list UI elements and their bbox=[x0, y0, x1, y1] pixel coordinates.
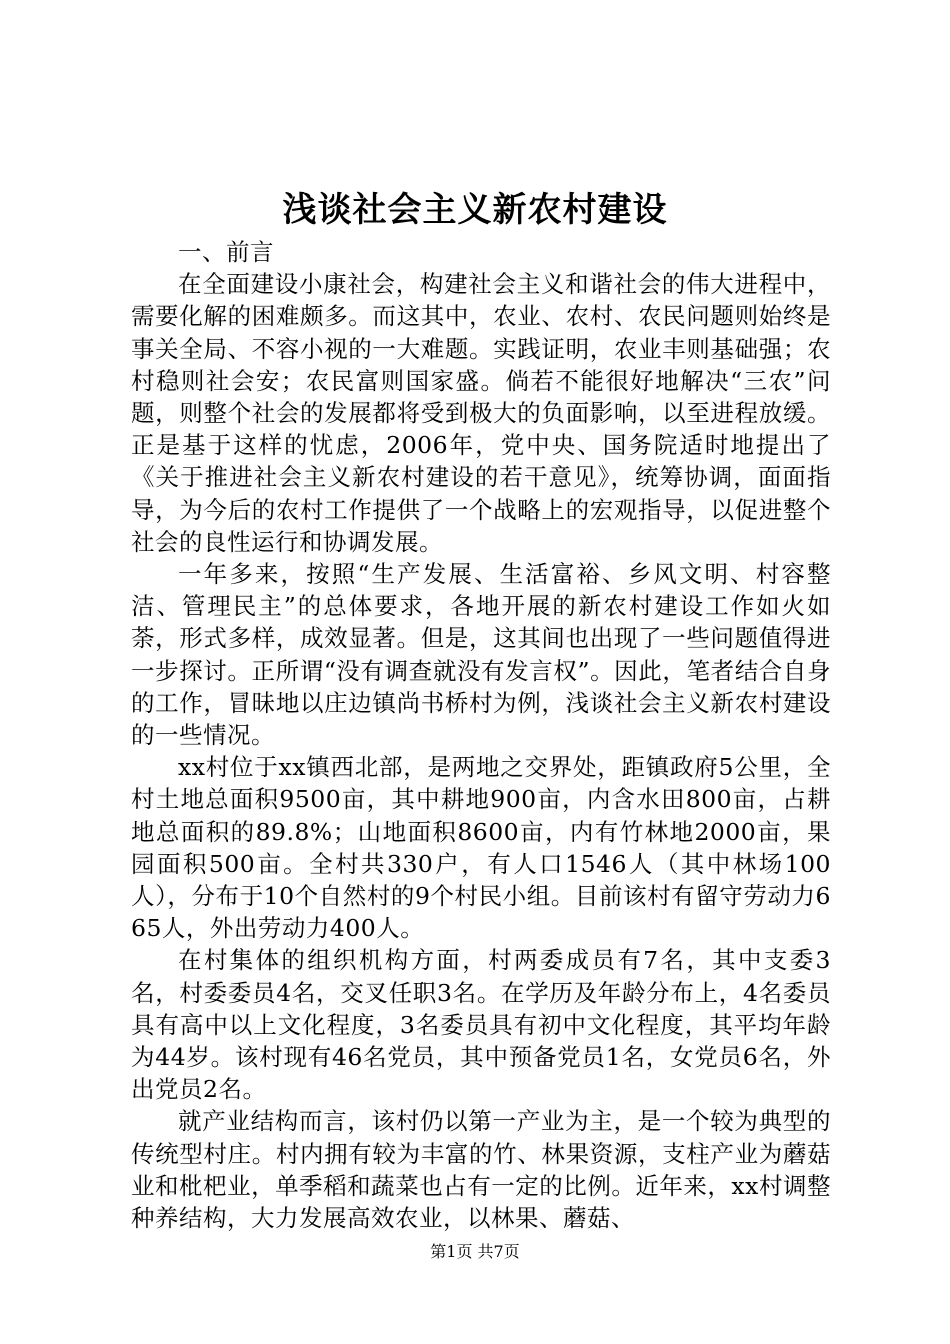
paragraph: 在村集体的组织机构方面，村两委成员有7名，其中支委3名，村委委员4名，交叉任职3名。在学历及年龄分布上，4名委员具有高中以上文化程度，3名委员具有初中文化程度，其平均年龄为44岁。该村现有46名党员，其中预备党员1名，女党员6名，外出党员2名。 bbox=[131, 946, 831, 1104]
paragraph: xx村位于xx镇西北部，是两地之交界处，距镇政府5公里，全村土地总面积9500亩，其中耕地900亩，内含水田800亩，占耕地总面积的89.8%；山地面积8600亩，内有竹林地2000亩，果园面积500亩。全村共330户，有人口1546人（其中林场100人），分布于10个自然村的9个村民小组。目前该村有留守劳动力665人，外出劳动力400人。 bbox=[131, 753, 831, 943]
document-body bbox=[131, 236, 831, 1234]
page-footer: 第1页 共7页 bbox=[430, 1242, 520, 1261]
paragraph: 一年多来，按照“生产发展、生活富裕、乡风文明、村容整洁、管理民主”的总体要求，各地开展的新农村建设工作如火如荼，形式多样，成效显著。但是，这其间也出现了一些问题值得进一步探讨。正所谓“没有调查就没有发言权”。因此，笔者结合自身的工作，冒昧地以庄边镇尚书桥村为例，浅谈社会主义新农村建设的一些情况。 bbox=[131, 560, 831, 750]
section-heading: 一、前言 bbox=[178, 238, 274, 266]
paragraph: 就产业结构而言，该村仍以第一产业为主，是一个较为典型的传统型村庄。村内拥有较为丰富的竹、林果资源，支柱产业为蘑菇业和枇杷业，单季稻和蔬菜也占有一定的比例。近年来，xx村调整种养结构，大力发展高效农业，以林果、蘑菇、 bbox=[131, 1107, 831, 1233]
paragraph: 在全面建设小康社会，构建社会主义和谐社会的伟大进程中，需要化解的困难颇多。而这其中，农业、农村、农民问题则始终是事关全局、不容小视的一大难题。实践证明，农业丰则基础强；农村稳则社会安；农民富则国家盛。倘若不能很好地解决“三农”问题，则整个社会的发展都将受到极大的负面影响，以至进程放缓。正是基于这样的忧虑，2006年，党中央、国务院适时地提出了《关于推进社会主义新农村建设的若干意见》，统筹协调，面面指导，为今后的农村工作提供了一个战略上的宏观指导，以促进整个社会的良性运行和协调发展。 bbox=[131, 270, 831, 556]
document-title: 浅谈社会主义新农村建设 bbox=[282, 190, 668, 230]
